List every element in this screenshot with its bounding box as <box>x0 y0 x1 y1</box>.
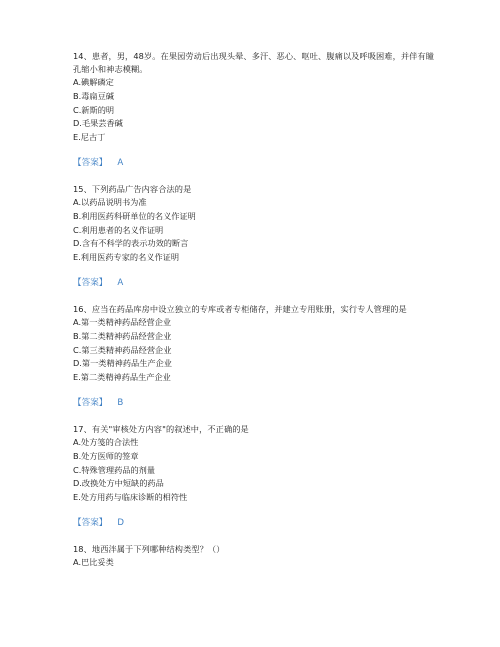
option-c: C.新斯的明 <box>73 104 115 115</box>
option-d: D.含有不科学的表示功效的断言 <box>73 238 189 249</box>
question-17 <box>73 423 435 530</box>
answer-line <box>73 157 435 170</box>
answer-value: B <box>117 397 124 408</box>
answer-label: 【答案】 <box>73 397 108 408</box>
option-e: E.尼古丁 <box>73 132 106 143</box>
exam-page <box>73 50 435 570</box>
question-stem: 14、患者，男，48岁。在果园劳动后出现头晕、多汗、恶心、呕吐、腹痛以及呼吸困难，并伴有瞳孔缩小和神志模糊。 <box>73 51 435 74</box>
option-b: B.处方医师的签章 <box>73 450 139 461</box>
option-c: C.第三类精神药品经营企业 <box>73 344 172 355</box>
option-e: E.处方用药与临床诊断的相符性 <box>73 492 188 503</box>
option-b: B.第二类精神药品经营企业 <box>73 330 172 341</box>
option-e: E.利用医药专家的名义作证明 <box>73 252 180 263</box>
option-a: A.巴比妥类 <box>73 556 114 567</box>
answer-line <box>73 517 435 530</box>
answer-label: 【答案】 <box>73 517 108 528</box>
option-d: D.第一类精神药品生产企业 <box>73 358 172 369</box>
option-a: A.第一类精神药品经营企业 <box>73 316 172 327</box>
answer-value: D <box>117 517 125 528</box>
question-15 <box>73 183 435 290</box>
option-b: B.毒扁豆碱 <box>73 90 114 101</box>
question-stem: 16、应当在药品库房中设立独立的专库或者专柜储存，并建立专用账册，实行专人管理的是 <box>73 303 407 314</box>
option-d: D.改换处方中短缺的药品 <box>73 478 164 489</box>
answer-value: A <box>117 277 124 288</box>
question-stem: 18、地西泮属于下列哪种结构类型？（） <box>73 543 225 554</box>
option-a: A.以药品说明书为准 <box>73 196 147 207</box>
option-e: E.第二类精神药品生产企业 <box>73 372 171 383</box>
answer-value: A <box>117 157 124 168</box>
answer-line <box>73 397 435 410</box>
option-d: D.毛果芸香碱 <box>73 118 123 129</box>
question-14 <box>73 50 435 170</box>
option-a: A.处方笺的合法性 <box>73 436 139 447</box>
answer-label: 【答案】 <box>73 277 108 288</box>
option-c: C.利用患者的名义作证明 <box>73 224 164 235</box>
option-c: C.特殊管理药品的剂量 <box>73 464 156 475</box>
question-stem: 15、下列药品广告内容合法的是 <box>73 183 192 194</box>
question-18 <box>73 543 435 570</box>
option-b: B.利用医药科研单位的名义作证明 <box>73 210 196 221</box>
answer-line <box>73 277 435 290</box>
question-16 <box>73 303 435 410</box>
answer-label: 【答案】 <box>73 157 108 168</box>
question-stem: 17、有关"审核处方内容"的叙述中，不正确的是 <box>73 423 249 434</box>
option-a: A.碘解磷定 <box>73 77 114 87</box>
